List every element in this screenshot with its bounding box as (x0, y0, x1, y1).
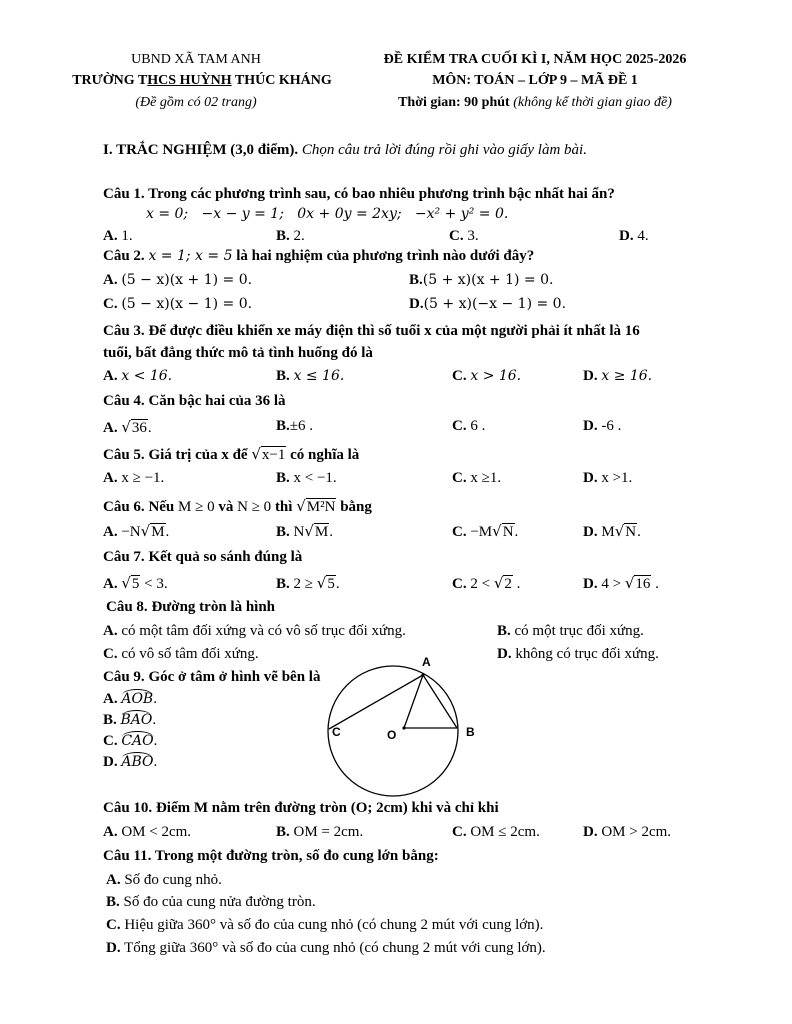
q1-equations: x = 0; −x − y = 1; 0x + 0y = 2xy; −x² + y² = 0. (146, 206, 509, 222)
question-3-line2: tuổi, bất đẳng thức mô tả tình huống đó là (103, 345, 373, 361)
q1-option-b: B. 2. (276, 228, 305, 244)
q9-option-c: C. CAO. (103, 733, 158, 749)
q8-option-a: A. có một tâm đối xứng và có vô số trục đối xứng. (103, 623, 406, 639)
q10-option-a: A. OM < 2cm. (103, 824, 192, 840)
segment-ab (423, 675, 457, 728)
point-a (421, 673, 424, 676)
q3-option-c: C. x > 16. (452, 368, 522, 384)
q2-option-d: D.(5 + x)(−x − 1) = 0. (409, 296, 567, 312)
q5-option-c: C. x ≥1. (452, 470, 502, 486)
q8-option-c: C. có vô số tâm đối xứng. (103, 646, 259, 662)
question-5: Câu 5. Giá trị của x để √x−1 có nghĩa là (103, 445, 360, 463)
label-o: O (387, 728, 397, 742)
pages-note: (Đề gồm có 02 trang) (135, 95, 257, 110)
q7-option-b: B. 2 ≥ √5. (276, 574, 340, 592)
exam-subject: MÔN: TOÁN – LỚP 9 – MÃ ĐỀ 1 (432, 73, 638, 88)
q1-option-c: C. 3. (449, 228, 479, 244)
q4-option-d: D. -6 . (583, 418, 622, 434)
question-1: Câu 1. Trong các phương trình sau, có bao nhiêu phương trình bậc nhất hai ẩn? (103, 186, 615, 202)
q7-option-d: D. 4 > √16 . (583, 574, 659, 592)
q5-option-a: A. x ≥ −1. (103, 470, 165, 486)
q4-option-a: A. √36. (103, 418, 152, 436)
q7-option-a: A. √5 < 3. (103, 574, 168, 592)
question-8: Câu 8. Đường tròn là hình (106, 599, 276, 615)
exam-time: Thời gian: 90 phút (không kể thời gian giao đề) (398, 95, 672, 110)
q3-option-d: D. x ≥ 16. (583, 368, 653, 384)
q6-option-a: A. −N√M. (103, 522, 170, 540)
q3-option-a: A. x < 16. (103, 368, 173, 384)
district-name: UBND XÃ TAM ANH (131, 52, 261, 67)
segment-ao (404, 675, 423, 728)
q11-option-d: D. Tổng giữa 360° và số đo của cung nhỏ (có chung 2 mút với cung lớn). (106, 940, 546, 956)
question-9: Câu 9. Góc ở tâm ở hình vẽ bên là (103, 669, 321, 685)
segment-ca (329, 675, 423, 729)
q10-option-c: C. OM ≤ 2cm. (452, 824, 540, 840)
q5-option-b: B. x < −1. (276, 470, 337, 486)
q3-option-b: B. x ≤ 16. (276, 368, 345, 384)
question-6: Câu 6. Nếu M ≥ 0 và N ≥ 0 thì √M²N bằng (103, 497, 372, 515)
q9-circle-figure (320, 648, 480, 798)
q5-option-d: D. x >1. (583, 470, 633, 486)
q6-option-b: B. N√M. (276, 522, 334, 540)
label-c: C (332, 725, 341, 739)
question-2: Câu 2. x = 1; x = 5 là hai nghiệm của phương trình nào dưới đây? (103, 248, 535, 264)
q10-option-d: D. OM > 2cm. (583, 824, 672, 840)
q11-option-a: A. Số đo cung nhỏ. (106, 872, 222, 888)
q1-option-d: D. 4. (619, 228, 649, 244)
question-10: Câu 10. Điểm M nằm trên đường tròn (O; 2cm) khi và chỉ khi (103, 800, 499, 816)
q1-option-a: A. 1. (103, 228, 133, 244)
q8-option-b: B. có một trục đối xứng. (497, 623, 644, 639)
point-o (402, 726, 405, 729)
q6-option-d: D. M√N. (583, 522, 641, 540)
q9-option-d: D. ABO. (103, 754, 158, 770)
q8-option-d: D. không có trục đối xứng. (497, 646, 659, 662)
question-3: Câu 3. Để được điều khiển xe máy điện thì số tuổi x của một người phải ít nhất là 16 (103, 323, 640, 339)
q7-option-c: C. 2 < √2 . (452, 574, 521, 592)
q11-option-b: B. Số đo của cung nửa đường tròn. (106, 894, 316, 910)
question-11: Câu 11. Trong một đường tròn, số đo cung lớn bằng: (103, 848, 439, 864)
q6-option-c: C. −M√N. (452, 522, 519, 540)
q4-option-c: C. 6 . (452, 418, 486, 434)
q4-option-b: B.±6 . (276, 418, 313, 434)
q9-option-a: A. AOB. (103, 691, 157, 707)
q10-option-b: B. OM = 2cm. (276, 824, 364, 840)
q2-option-c: C. (5 − x)(x − 1) = 0. (103, 296, 253, 312)
question-7: Câu 7. Kết quả so sánh đúng là (103, 549, 303, 565)
label-b: B (466, 725, 475, 739)
section-title: I. TRẮC NGHIỆM (3,0 điểm). Chọn câu trả lời đúng rồi ghi vào giấy làm bài. (103, 142, 587, 158)
label-a: A (422, 655, 431, 669)
q2-option-a: A. (5 − x)(x + 1) = 0. (103, 272, 253, 288)
q11-option-c: C. Hiệu giữa 360° và số đo của cung nhỏ (có chung 2 mút với cung lớn). (106, 917, 544, 933)
question-4: Câu 4. Căn bậc hai của 36 là (103, 393, 286, 409)
q9-option-b: B. BAO. (103, 712, 157, 728)
exam-title: ĐỀ KIỂM TRA CUỐI KÌ I, NĂM HỌC 2025-2026 (383, 52, 687, 67)
q2-option-b: B.(5 + x)(x + 1) = 0. (409, 272, 554, 288)
school-name: TRƯỜNG THCS HUỲNH THÚC KHÁNG (72, 73, 332, 88)
